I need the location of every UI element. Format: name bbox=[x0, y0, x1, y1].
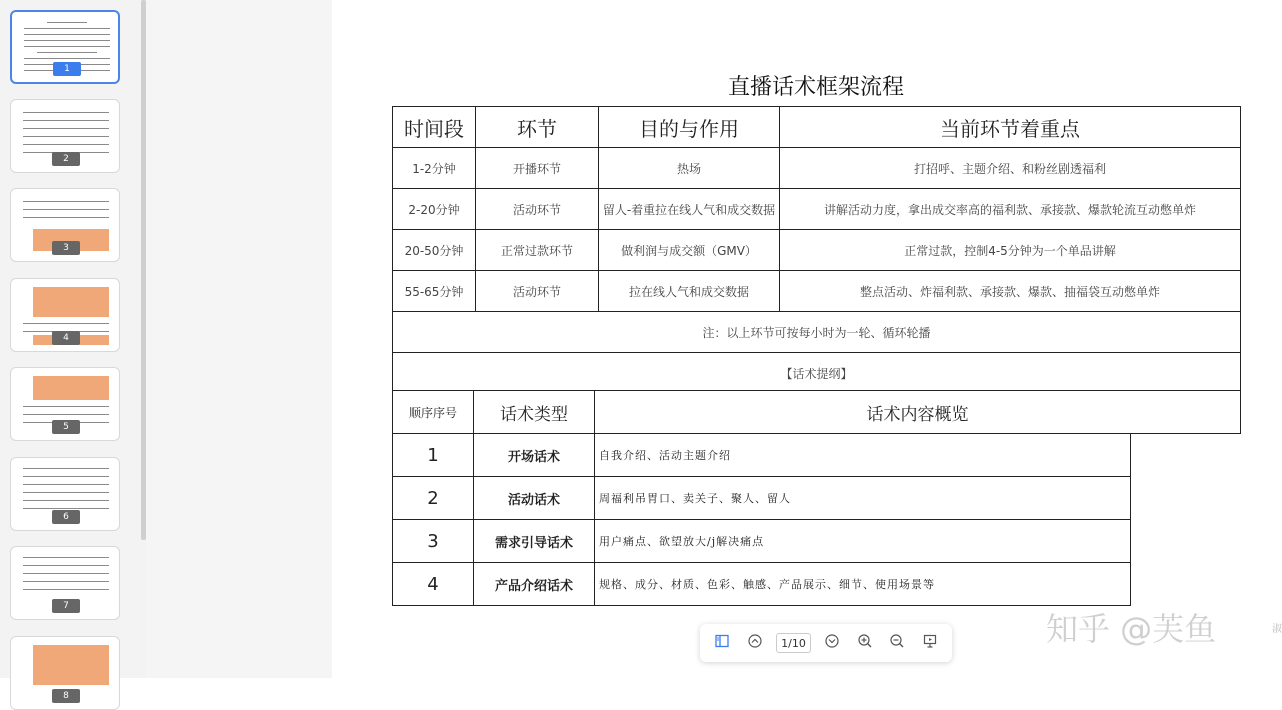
page-thumbnail-4[interactable] bbox=[10, 278, 120, 352]
edge-text: 淑 bbox=[1272, 624, 1282, 635]
table-cell: 1 bbox=[393, 434, 474, 477]
outline-title: 【话术提纲】 bbox=[393, 353, 1241, 394]
table-cell: 需求引导话术 bbox=[474, 520, 595, 563]
page-thumbnail-1[interactable] bbox=[10, 10, 120, 84]
viewer-toolbar bbox=[700, 624, 952, 662]
thumbnail-page-number: 4 bbox=[52, 331, 80, 345]
thumbnail-page-number: 7 bbox=[52, 599, 80, 613]
table-cell: 打招呼、主题介绍、和粉丝剧透福利 bbox=[780, 148, 1241, 189]
table-row bbox=[393, 434, 1241, 477]
table-cell bbox=[1131, 477, 1241, 520]
table-cell: 活动环节 bbox=[476, 189, 599, 230]
table-cell: 讲解活动力度，拿出成交率高的福利款、承接款、爆款轮流互动憋单炸 bbox=[780, 189, 1241, 230]
table-cell: 1-2分钟 bbox=[393, 148, 476, 189]
table-cell: 拉在线人气和成交数据 bbox=[599, 271, 780, 312]
page-indicator-text: 1/10 bbox=[781, 636, 806, 650]
table-row bbox=[393, 520, 1241, 563]
page-thumbnail-7[interactable] bbox=[10, 546, 120, 620]
thumbnail-page-number: 6 bbox=[52, 510, 80, 524]
presentation-button[interactable] bbox=[919, 632, 941, 654]
table-cell: 20-50分钟 bbox=[393, 230, 476, 271]
table-row bbox=[393, 477, 1241, 520]
table-cell: 自我介绍、活动主题介绍 bbox=[595, 434, 1131, 477]
table-cell: 活动环节 bbox=[476, 271, 599, 312]
table-cell: 活动话术 bbox=[474, 477, 595, 520]
thumbnail-page-number: 1 bbox=[53, 62, 81, 76]
column-header: 时间段 bbox=[393, 107, 476, 148]
sidebar-toggle-button[interactable] bbox=[711, 632, 733, 654]
presentation-icon bbox=[922, 633, 938, 653]
table-cell: 热场 bbox=[599, 148, 780, 189]
page-thumbnail-5[interactable] bbox=[10, 367, 120, 441]
table-cell: 2 bbox=[393, 477, 474, 520]
table-cell bbox=[1131, 563, 1241, 606]
table-row bbox=[393, 148, 1241, 189]
table-cell: 开场话术 bbox=[474, 434, 595, 477]
table-row bbox=[393, 563, 1241, 606]
zoom-in-icon bbox=[857, 633, 873, 653]
table-cell: 正常过款，控制4-5分钟为一个单品讲解 bbox=[780, 230, 1241, 271]
table-cell: 正常过款环节 bbox=[476, 230, 599, 271]
outline-title-row bbox=[393, 353, 1241, 394]
table-cell bbox=[1131, 434, 1241, 477]
page-thumbnail-3[interactable] bbox=[10, 188, 120, 262]
table-note: 注：以上环节可按每小时为一轮、循环轮播 bbox=[393, 312, 1241, 353]
table-cell bbox=[1131, 520, 1241, 563]
table-cell: 规格、成分、材质、色彩、触感、产品展示、细节、使用场景等 bbox=[595, 563, 1131, 606]
zoom-out-icon bbox=[889, 633, 905, 653]
table-cell: 55-65分钟 bbox=[393, 271, 476, 312]
table-cell: 留人-着重拉在线人气和成交数据 bbox=[599, 189, 780, 230]
thumbnail-page-number: 2 bbox=[52, 152, 80, 166]
watermark: 知乎 @芙鱼 bbox=[1046, 610, 1217, 648]
column-header: 顺序序号 bbox=[393, 391, 474, 434]
column-header: 话术内容概览 bbox=[595, 391, 1241, 434]
page-thumbnail-8[interactable] bbox=[10, 636, 120, 710]
page-indicator[interactable] bbox=[776, 633, 811, 653]
table-row bbox=[393, 230, 1241, 271]
column-header: 目的与作用 bbox=[599, 107, 780, 148]
thumbnail-page-number: 3 bbox=[52, 241, 80, 255]
page-down-icon bbox=[824, 633, 840, 653]
document-title: 直播话术框架流程 bbox=[727, 75, 904, 100]
thumbnail-page-number: 5 bbox=[52, 420, 80, 434]
table-cell: 周福利吊胃口、卖关子、聚人、留人 bbox=[595, 477, 1131, 520]
thumbnail-sidebar bbox=[0, 0, 146, 701]
table-cell: 开播环节 bbox=[476, 148, 599, 189]
zoom-out-button[interactable] bbox=[886, 632, 908, 654]
sidebar-toggle-icon bbox=[714, 633, 730, 653]
column-header: 当前环节着重点 bbox=[780, 107, 1241, 148]
table-row bbox=[393, 189, 1241, 230]
table-row bbox=[393, 271, 1241, 312]
zoom-in-button[interactable] bbox=[854, 632, 876, 654]
table-cell: 2-20分钟 bbox=[393, 189, 476, 230]
canvas-gutter bbox=[146, 0, 332, 678]
page-thumbnail-2[interactable] bbox=[10, 99, 120, 173]
table-cell: 整点活动、炸福利款、承接款、爆款、抽福袋互动憋单炸 bbox=[780, 271, 1241, 312]
next-page-button[interactable] bbox=[821, 632, 843, 654]
flow-table bbox=[392, 106, 1241, 393]
table-cell: 4 bbox=[393, 563, 474, 606]
table-cell: 产品介绍话术 bbox=[474, 563, 595, 606]
column-header: 话术类型 bbox=[474, 391, 595, 434]
page-thumbnail-6[interactable] bbox=[10, 457, 120, 531]
page-up-icon bbox=[747, 633, 763, 653]
outline-table bbox=[392, 390, 1241, 606]
table-cell: 3 bbox=[393, 520, 474, 563]
previous-page-button[interactable] bbox=[744, 632, 766, 654]
column-header: 环节 bbox=[476, 107, 599, 148]
thumbnail-page-number: 8 bbox=[52, 689, 80, 703]
table-cell: 用户痛点、欲望放大/j解决痛点 bbox=[595, 520, 1131, 563]
note-row bbox=[393, 312, 1241, 353]
table-cell: 做利润与成交额（GMV） bbox=[599, 230, 780, 271]
